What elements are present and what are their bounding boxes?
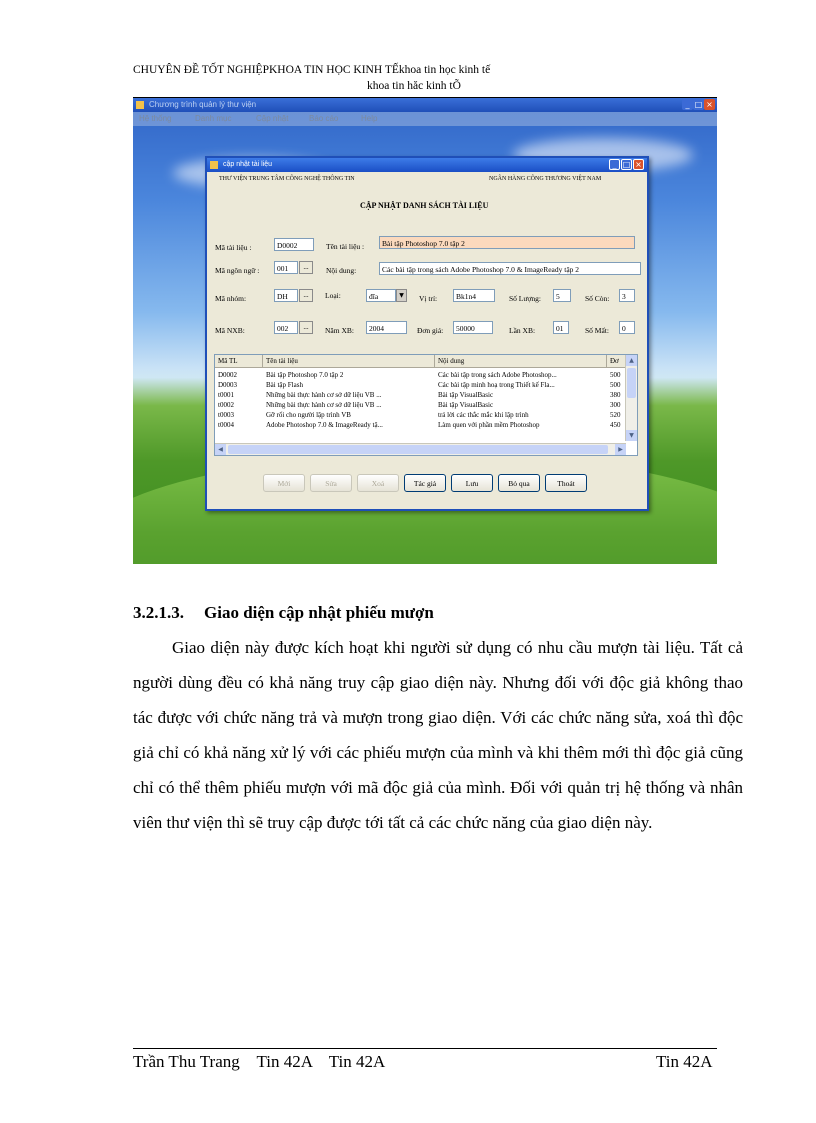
org-left: THƯ VIỆN TRUNG TÂM CÔNG NGHỆ THÔNG TIN [219,176,355,182]
table-row[interactable] [215,420,626,430]
body-paragraph: Giao diện này được kích hoạt khi người sử dụng có nhu cầu mượn tài liệu. Tất cả người dùng đều có khả năng truy cập giao diện này. Nhưng đối với độc giả không thao tác được với chức năng trả và mượn trong giao diện. Với các chức năng sửa, xoá thì độc giả chỉ có khả năng xử lý với các phiếu mượn của mình và khi thêm mới thì độc giả cũng chỉ có thể thêm phiếu mượn với mã độc giả của mình. Đối với quản trị hệ thống và nhân viên thư viện thì sẽ truy cập được tới tất cả các chức năng của giao diện này. [133,638,743,832]
cell: Adobe Photoshop 7.0 & ImageReady tậ... [266,421,383,429]
table-row[interactable] [215,390,626,400]
so-con-label: Số Còn: [585,294,610,303]
so-mat-input[interactable]: 0 [619,321,635,334]
scroll-thumb[interactable] [627,368,636,398]
cell: Các bài tập minh hoạ trong Thiết kế Fla... [438,381,555,389]
column-header-don-gia[interactable]: Đơ [607,355,626,368]
scroll-up-icon[interactable]: ▲ [626,355,637,366]
menu-item-help[interactable]: Help [361,114,378,123]
ma-ngon-ngu-input[interactable]: 001 [274,261,298,274]
footer-right: Tin 42A [656,1052,713,1071]
noi-dung-input[interactable]: Các bài tập trong sách Adobe Photoshop 7.0 & ImageReady tập 2 [379,262,641,275]
footer-left: Trần Thu Trang Tin 42A Tin 42A [133,1052,386,1071]
table-row[interactable] [215,400,626,410]
new-button[interactable]: Mới [263,474,305,492]
documents-grid[interactable] [214,354,638,456]
dialog-title: cập nhật tài liệu [223,161,273,168]
ma-nxb-lookup-button[interactable]: ... [299,321,313,334]
cell: 380 [610,391,621,399]
cell: Bài tập Photoshop 7.0 tập 2 [266,371,344,379]
menu-item-cap-nhat[interactable]: Cập nhật [256,114,289,123]
cell: Gỡ rối cho người lập trình VB [266,411,351,419]
vi-tri-input[interactable]: Bk1n4 [453,289,495,302]
ten-tai-lieu-input[interactable]: Bài tập Photoshop 7.0 tập 2 [379,236,635,249]
don-gia-label: Đơn giá: [417,326,444,335]
scroll-right-icon[interactable]: ▶ [615,444,626,455]
cell: t0003 [218,411,234,419]
vi-tri-label: Vị trí: [419,294,438,303]
cell: Những bài thực hành cơ sở dữ liệu VB ... [266,391,382,399]
update-document-dialog [205,156,649,511]
so-con-input[interactable]: 3 [619,289,635,302]
don-gia-input[interactable]: 50000 [453,321,493,334]
ma-tai-lieu-label: Mã tài liệu : [215,243,252,252]
dialog-heading: CẬP NHẬT DANH SÁCH TÀI LIỆU [360,201,489,210]
menu-item-he-thong[interactable]: Hệ thống [139,114,172,123]
table-row[interactable] [215,410,626,420]
cell: Làm quen với phần mềm Photoshop [438,421,540,429]
cell: 300 [610,401,621,409]
section-number: 3.2.1.3. [133,603,184,622]
cell: D0002 [218,371,238,379]
minimize-icon[interactable]: _ [682,99,693,110]
minimize-icon[interactable]: _ [609,159,620,170]
menu-item-bao-cao[interactable]: Báo cáo [309,114,339,123]
column-header-noi-dung[interactable]: Nội dung [435,355,607,368]
nam-xb-label: Năm XB: [325,326,354,335]
cell: Bài tập VisualBasic [438,391,494,399]
app-icon [136,101,144,109]
cell: 450 [610,421,621,429]
cancel-button[interactable]: Bỏ qua [498,474,540,492]
main-window-titlebar[interactable] [133,98,717,112]
delete-button[interactable]: Xoá [357,474,399,492]
cell: Bài tập Flash [266,381,303,389]
table-row[interactable] [215,370,626,380]
dialog-titlebar[interactable] [207,158,647,172]
footer-rule [133,1048,717,1049]
scroll-down-icon[interactable]: ▼ [626,430,637,441]
noi-dung-label: Nội dung: [326,266,357,275]
so-mat-label: Số Mất: [585,326,609,335]
app-screenshot [133,98,717,564]
section-title: Giao diện cập nhật phiếu mượn [204,603,434,622]
org-right: NGÂN HÀNG CÔNG THƯƠNG VIỆT NAM [489,176,602,182]
loai-label: Loại: [325,291,341,300]
menu-item-danh-muc[interactable]: Danh mục [195,114,232,123]
main-window-title: Chương trình quản lý thư viện [149,100,257,109]
dialog-icon [210,161,218,169]
scroll-thumb[interactable] [228,445,608,454]
cell: Bài tập VisualBasic [438,401,494,409]
so-luong-label: Số Lượng: [509,294,541,303]
ma-nhom-label: Mã nhóm: [215,294,247,303]
vertical-scrollbar[interactable] [625,355,637,441]
cell: t0004 [218,421,234,429]
page-header-line-1: CHUYÊN ĐỀ TỐT NGHIỆPKHOA TIN HỌC KINH TẾkhoa tin học kinh tế [133,64,491,76]
maximize-icon[interactable]: □ [694,100,703,109]
ma-ngon-ngu-label: Mã ngôn ngữ : [215,266,260,275]
cell: trả lời các thắc mắc khi lập trình [438,411,529,419]
cell: t0002 [218,401,234,409]
cell: 520 [610,411,621,419]
lan-xb-input[interactable]: 01 [553,321,569,334]
column-header-ma-tl[interactable]: Mã TL [215,355,263,368]
close-icon[interactable]: × [633,159,644,170]
save-button[interactable]: Lưu [451,474,493,492]
maximize-icon[interactable]: □ [622,160,631,169]
lan-xb-label: Lần XB: [509,326,536,335]
ma-nhom-input[interactable]: DH [274,289,298,302]
column-header-ten-tai-lieu[interactable]: Tên tài liệu [263,355,435,368]
ma-tai-lieu-input[interactable]: D0002 [274,238,314,251]
table-row[interactable] [215,380,626,390]
scroll-left-icon[interactable]: ◀ [215,444,226,455]
cell: Những bài thực hành cơ sở dữ liệu VB ... [266,401,382,409]
nam-xb-input[interactable]: 2004 [366,321,407,334]
menu-bar [133,112,717,126]
loai-select[interactable]: đĩa [366,289,396,302]
horizontal-scrollbar[interactable] [215,443,626,455]
cell: 500 [610,371,621,379]
author-button[interactable]: Tác giả [404,474,446,492]
close-icon[interactable]: × [704,99,715,110]
page-header-line-2: khoa tin hăc kinh tÕ [367,80,461,92]
cell: 500 [610,381,621,389]
exit-button[interactable]: Thoát [545,474,587,492]
ma-nhom-lookup-button[interactable]: ... [299,289,313,302]
ma-ngon-ngu-lookup-button[interactable]: ... [299,261,313,274]
ma-nxb-input[interactable]: 002 [274,321,298,334]
ma-nxb-label: Mã NXB: [215,326,245,335]
so-luong-input[interactable]: 5 [553,289,571,302]
cell: D0003 [218,381,238,389]
ten-tai-lieu-label: Tên tài liệu : [326,242,365,251]
chevron-down-icon[interactable]: ▼ [396,289,407,302]
cell: t0001 [218,391,234,399]
cell: Các bài tập trong sách Adobe Photoshop... [438,371,557,379]
edit-button[interactable]: Sửa [310,474,352,492]
